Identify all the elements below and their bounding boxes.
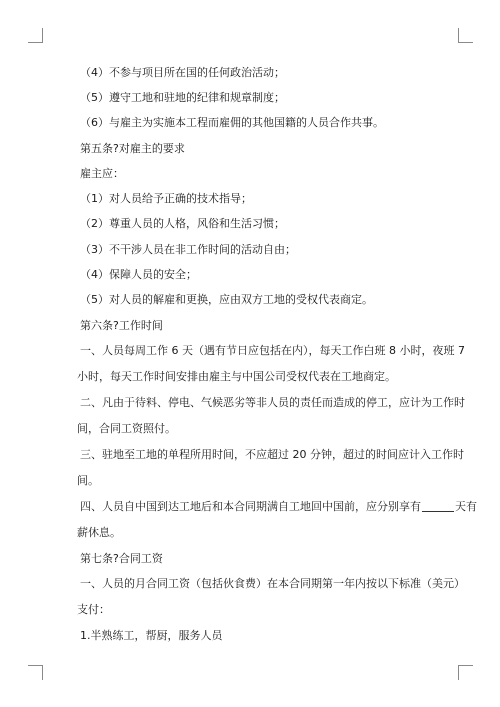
paragraph-line: 三、驻地至工地的单程所用时间，不应超过 20 分钟，超过的时间应计入工作时	[80, 448, 464, 461]
paragraph-line: 支付：	[77, 603, 110, 616]
paragraph-line: 二、凡由于待料、停电、气候恶劣等非人员的责任而造成的停工，应计为工作时	[80, 396, 465, 409]
fill-in-blank	[422, 500, 454, 512]
clause-line: （4）不参与项目所在国的任何政治活动；	[80, 66, 285, 79]
clause-line: （5）对人员的解雇和更换，应由双方工地的受权代表商定。	[80, 293, 373, 306]
crop-mark-top-right	[458, 28, 473, 43]
section-heading: 第七条?合同工资	[80, 552, 163, 565]
clause-line: （1）对人员给予正确的技术指导；	[80, 192, 252, 205]
clause-line: （3）不干涉人员在非工作时间的活动自由；	[80, 243, 296, 256]
clause-line: （5）遵守工地和驻地的纪律和规章制度；	[80, 91, 285, 104]
crop-mark-bottom-right	[458, 665, 473, 680]
paragraph-line: 一、人员每周工作 6 天（遇有节日应包括在内），每天工作白班 8 小时，夜班 7	[80, 344, 465, 357]
section-heading: 第五条?对雇主的要求	[80, 142, 185, 155]
clause-line: （4）保障人员的安全；	[80, 268, 197, 281]
paragraph-line	[80, 500, 477, 514]
paragraph-line: 间。	[77, 474, 99, 487]
clause-line: （6）与雇主为实施本工程而雇佣的其他国籍的人员合作共事。	[80, 116, 384, 129]
section-heading: 第六条?工作时间	[80, 319, 163, 332]
paragraph-line: 薪休息。	[77, 526, 121, 539]
crop-mark-top-left	[28, 28, 43, 43]
clause-line: （2）尊重人员的人格，风俗和生活习惯；	[80, 217, 285, 230]
paragraph-text: 天有	[455, 500, 477, 513]
paragraph-text: 四、人员自中国到达工地后和本合同期满自工地回中国前，应分别享有	[80, 500, 421, 513]
crop-mark-bottom-left	[28, 665, 43, 680]
paragraph-line: 小时，每天工作时间安排由雇主与中国公司受权代表在工地商定。	[77, 370, 396, 383]
paragraph-line: 雇主应：	[80, 167, 124, 180]
paragraph-line: 1.半熟练工，帮厨，服务人员	[80, 629, 223, 642]
paragraph-line: 一、人员的月合同工资（包括伙食费）在本合同期第一年内按以下标准（美元）	[80, 577, 465, 590]
paragraph-line: 间，合同工资照付。	[77, 422, 176, 435]
